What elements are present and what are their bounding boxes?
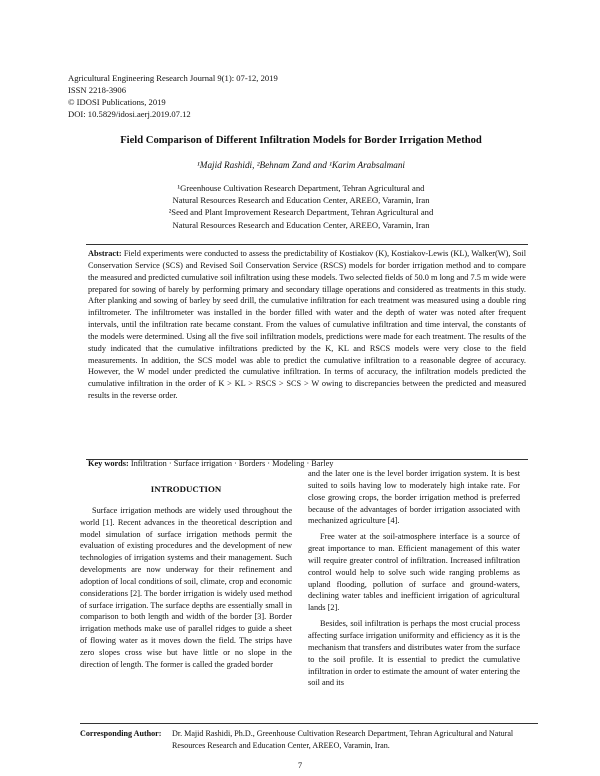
page-number: 7	[297, 760, 303, 770]
abstract-label: Abstract:	[88, 249, 122, 258]
journal-metadata	[68, 72, 278, 120]
keywords-text: Infiltration · Surface irrigation · Borders · Modeling · Barley	[130, 459, 334, 468]
paragraph: Besides, soil infiltration is perhaps the most crucial process affecting surface irrigation uniformity and efficiency as it is the mechanism that transfers and distributes water from the surface to the soil profile. It is essential to predict the cumulative infiltration in order to estimate the amount of water entering the soil and its	[308, 619, 520, 688]
affiliation-line: Natural Resources Research and Education Center, AREEO, Varamin, Iran	[172, 219, 430, 230]
paragraph: Free water at the soil-atmosphere interface is a source of great importance to man. Efficient management of this water will require greater control of infiltration. Increased infiltration control would help to solve such wide ranging problems as upland flooding, pollution of surface and ground-waters, declining water tables and inefficient irrigation of agricultural lands [2].	[308, 532, 520, 613]
journal-citation: Agricultural Engineering Research Journal 9(1): 07-12, 2019	[68, 73, 278, 83]
abstract-text: Field experiments were conducted to assess the predictability of Kostiakov (K), Kostiakov-Lewis (KL), Walker(W), Soil Conservation Service (SCS) and Revised Soil Conservation Service (RSCS) models for border irrigation method and to compare the measured and predicted cumulative soil infiltration using these models. Two selected fields of 50.0 m long and 7.5 m wide were prepared for sowing of barely by performing primary and secondary tillage operations and considered as treatments in this study. After planking and sowing of barley by seed drill, the cumulative infiltration for each treatment was measured using a double ring infiltrometer. The infiltrometer was installed in the border filled with water and the depth of water was noted after frequent intervals, until the infiltration rate became constant. From the values of cumulative infiltration and time interval, the constants of the models were determined. Using all the five soil infiltration models, predictions were made for each treatment. The results of the study indicated that the cumulative infiltrations predicted by the K, KL and RSCS models were very close to the field measurements. In addition, the SCS model was able to predict the cumulative infiltration to a reasonable degree of accuracy. However, the W model under predicted the cumulative infiltration. In terms of accuracy, the infiltration models predicted the cumulative infiltration in the order of K > KL > RSCS > SCS > W owing to discrepancies between the predicted and measured results in the reverse order.	[88, 249, 526, 401]
abstract-top-rule	[86, 244, 528, 245]
keywords-label: Key words:	[88, 459, 129, 468]
footnote-rule	[80, 723, 538, 724]
paper-title: Field Comparison of Different Infiltration Models for Border Irrigation Method	[120, 135, 482, 146]
section-heading: INTRODUCTION	[150, 484, 222, 494]
affiliation-line: ²Seed and Plant Improvement Research Department, Tehran Agricultural and	[168, 207, 434, 218]
copyright: © IDOSI Publications, 2019	[68, 97, 166, 107]
doi: DOI: 10.5829/idosi.aerj.2019.07.12	[68, 109, 191, 119]
affiliation-line: Natural Resources Research and Education Center, AREEO, Varamin, Iran	[172, 195, 430, 206]
authors: ¹Majid Rashidi, ²Behnam Zand and ¹Karim Arabsalmani	[197, 160, 405, 170]
issn: ISSN 2218-3906	[68, 85, 127, 95]
paragraph: Surface irrigation methods are widely used throughout the world [1]. Recent advances in the theoretical description and model simulation of surface irrigation methods permit the evaluation of existing procedures and the development of new technologies of irrigation systems and their management. Such developments are now underway for their refinement and adoption of local conditions of soil, climate, crop and economic considerations [2]. The border irrigation is widely used method of surface irrigation. The surface depths are essentially small in comparison to both length and width of the border [3]. Border irrigation methods make use of parallel ridges to guide a sheet of flowing water as it moves down the field. The strips have zero slopes cross wise but have little or no slope in the direction of length. The former is called the graded border	[80, 505, 292, 669]
affiliations	[60, 182, 542, 231]
abstract	[88, 248, 526, 402]
corresponding-label: Corresponding Author:	[80, 729, 162, 738]
affiliation-line: ¹Greenhouse Cultivation Research Department, Tehran Agricultural and	[177, 183, 425, 193]
column-left	[80, 459, 334, 671]
column-right	[308, 468, 520, 689]
corresponding-text: Dr. Majid Rashidi, Ph.D., Greenhouse Cultivation Research Department, Tehran Agricultural and Natural Resources Research and Education Center, AREEO, Varamin, Iran.	[172, 729, 514, 750]
corresponding-author	[80, 728, 538, 751]
paragraph: and the later one is the level border irrigation system. It is best suited to soils having low to moderately high intake rate. For close growing crops, the border irrigation method is preferred because of the advantages of border irrigation associated with mechanized agriculture [4].	[308, 469, 520, 526]
